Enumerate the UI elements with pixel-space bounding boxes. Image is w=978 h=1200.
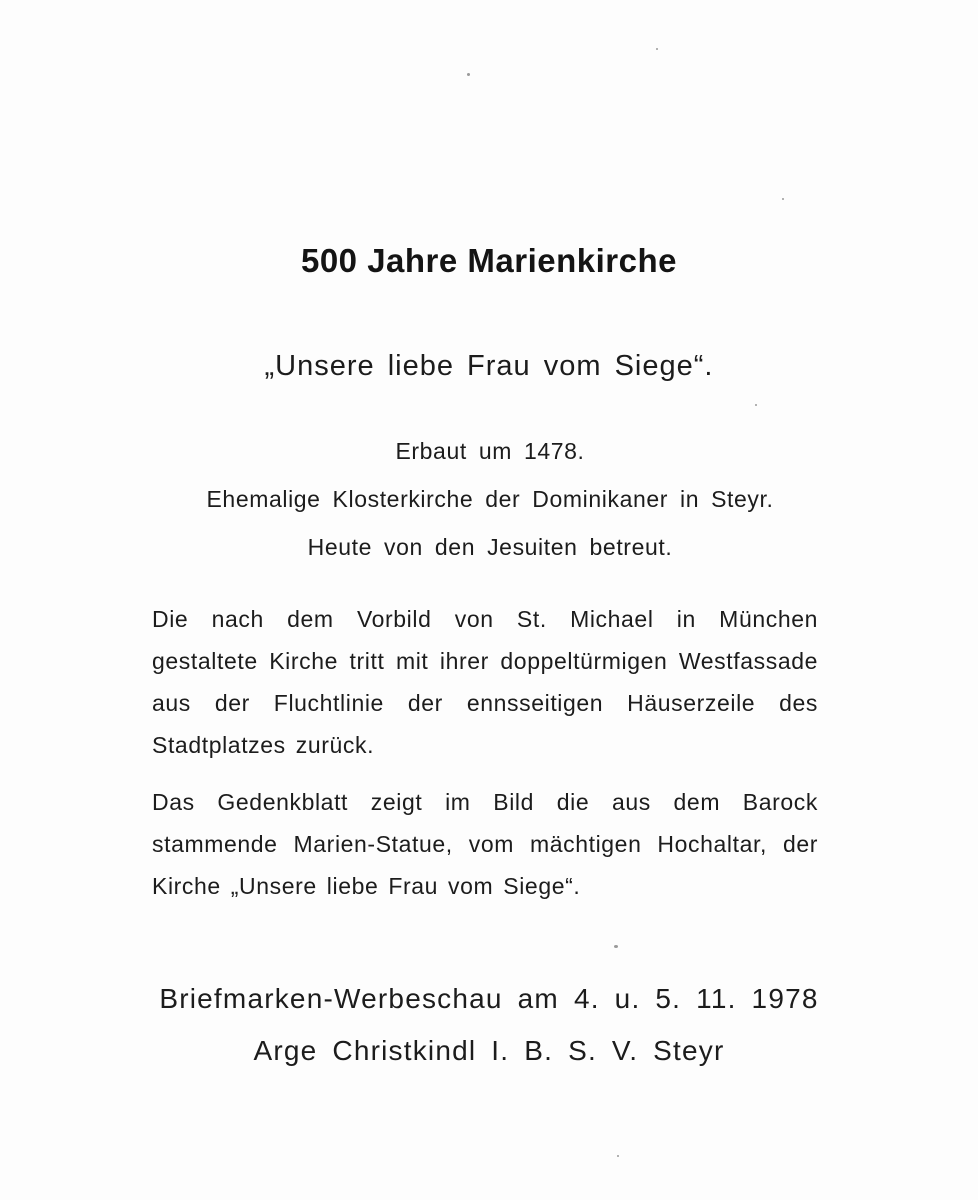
footer-event-line: Briefmarken-Werbeschau am 4. u. 5. 11. 1978 (159, 983, 819, 1014)
print-speck (656, 48, 658, 50)
print-speck (782, 198, 784, 200)
document-title: 500 Jahre Marienkirche (300, 242, 678, 279)
document-subtitle: „Unsere liebe Frau vom Siege“. (264, 350, 714, 382)
paragraph-architecture: Die nach dem Vorbild von St. Michael in München gestaltete Kirche tritt mit ihrer doppeltürmigen Westfassade aus der Fluchtlinie der ennsseitigen Häuserzeile des Stadtplatzes zurück. (152, 606, 818, 758)
print-speck (617, 1155, 619, 1157)
print-speck (467, 73, 470, 76)
paragraph-commemorative-sheet: Das Gedenkblatt zeigt im Bild die aus dem Barock stammende Marien-Statue, vom mächtigen Hochaltar, der Kirche „Unsere liebe Frau vom Siege“. (152, 789, 818, 899)
footer-block (0, 975, 978, 1079)
print-speck (614, 945, 618, 948)
info-line-built: Erbaut um 1478. (395, 438, 585, 464)
info-line-history: Ehemalige Klosterkirche der Dominikaner in Steyr. (206, 486, 774, 512)
info-line-today: Heute von den Jesuiten betreut. (307, 534, 673, 560)
print-speck (755, 404, 757, 406)
info-block (150, 432, 830, 576)
footer-organizer-line: Arge Christkindl I. B. S. V. Steyr (253, 1035, 725, 1066)
